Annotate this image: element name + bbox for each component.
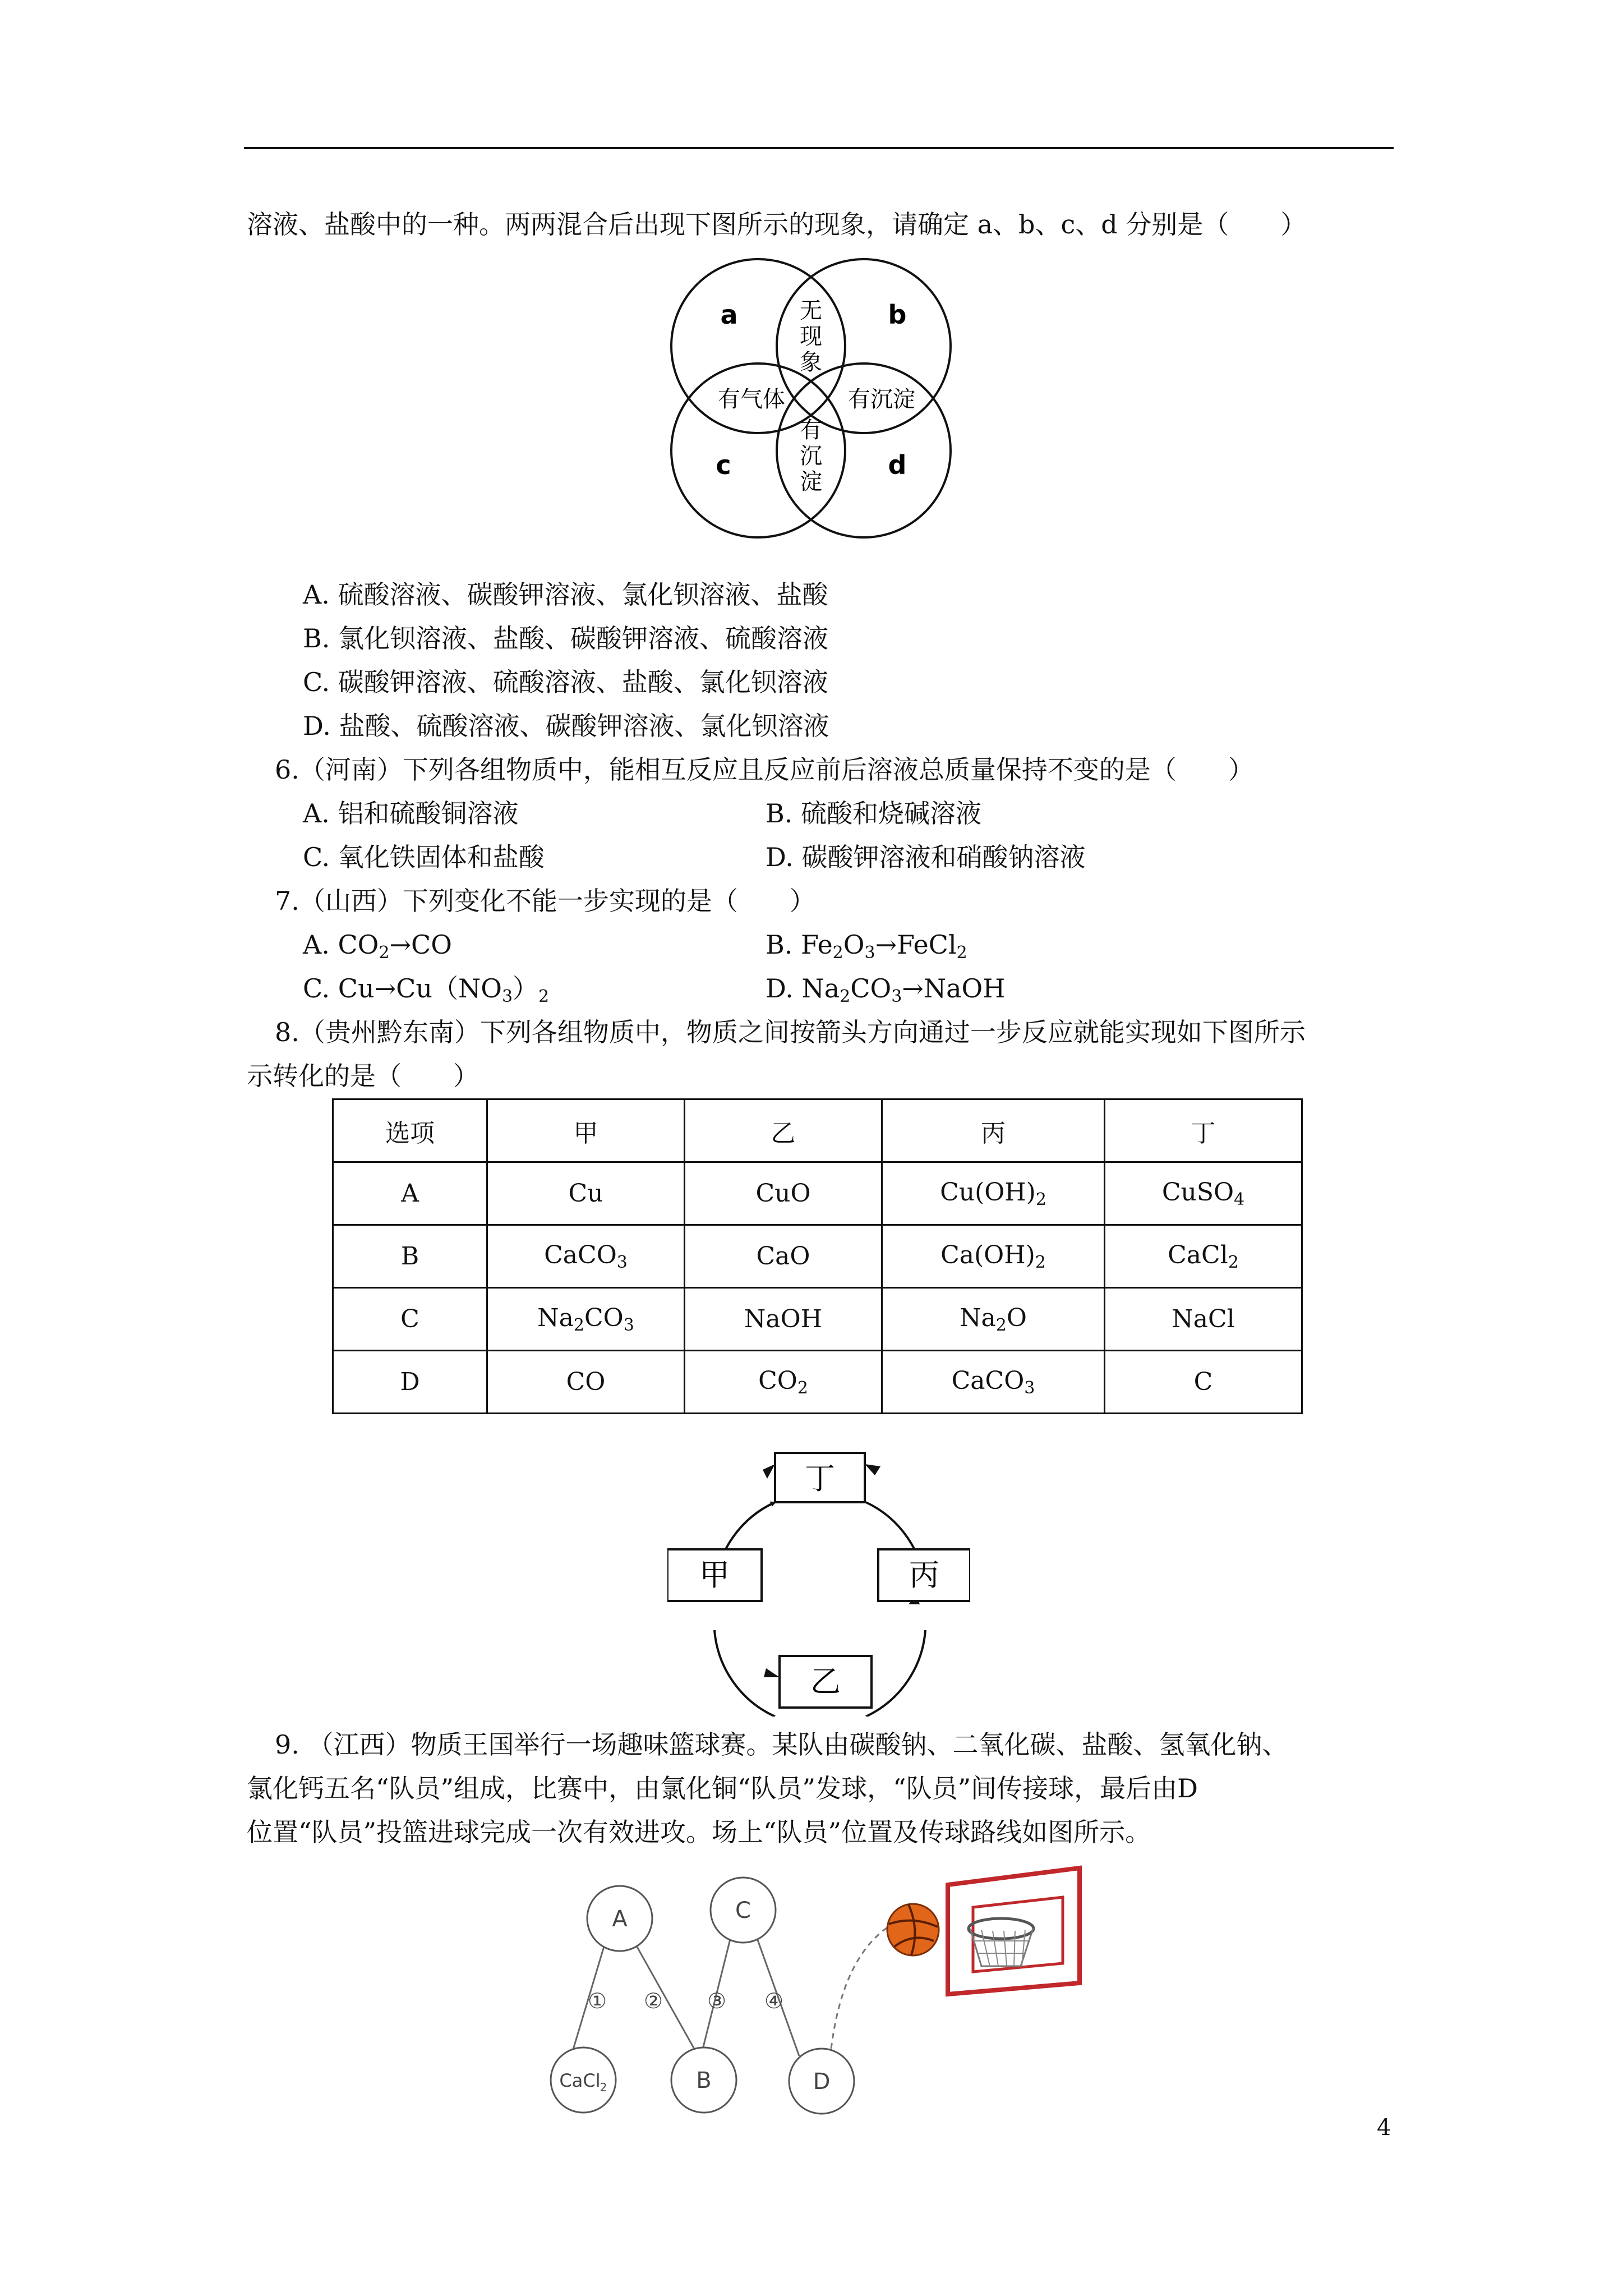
q7-stem: 7.（山西）下列变化不能一步实现的是（ ） [275,886,815,916]
venn-label-c: c [716,450,731,480]
q7-option-a: A. $CO_2\to CO$ [303,930,452,963]
q7-option-d: D. $Na_2CO_3\to NaOH$ [766,973,1006,1006]
venn-ac: 有气体 [718,386,785,412]
table-row [333,1162,1302,1225]
table-cell: Cu [487,1162,685,1225]
q9-line3: 位置“队员”投篮进球完成一次有效进攻。场上“队员”位置及传球路线如图所示。 [247,1817,1151,1847]
venn-diagram [639,250,998,553]
venn-ab-3: 象 [800,349,822,375]
node-c-label: C [735,1898,751,1924]
table-cell: D [333,1351,487,1414]
q6-option-d: D. 碳酸钾溶液和硝酸钠溶液 [766,842,1086,872]
q6-option-c: C. 氧化铁固体和盐酸 [303,842,545,872]
step-4: ④ [764,1989,784,2013]
q6-stem: 6.（河南）下列各组物质中，能相互反应且反应前后溶液总质量保持不变的是（ ） [275,754,1254,785]
table-header: 丙 [882,1099,1105,1162]
table-header: 乙 [685,1099,882,1162]
table-row [333,1351,1302,1414]
step-3: ③ [707,1989,727,2013]
q7-option-c: C. $Cu\to Cu(NO_3)_2$ [303,973,550,1006]
table-cell: CO [487,1351,685,1414]
venn-ab-1: 无 [800,298,822,324]
step-2: ② [643,1989,663,2013]
table-cell: A [333,1162,487,1225]
table-header-row [333,1099,1302,1162]
cycle-label-bing: 丙 [909,1557,939,1593]
node-cacl2-sub: 2 [600,2081,607,2094]
q8-options-table [332,1098,1303,1414]
table-header: 甲 [487,1099,685,1162]
q6-option-a: A. 铝和硫酸铜溶液 [303,798,519,829]
table-header: 选项 [333,1099,487,1162]
table-cell: C [1105,1351,1302,1414]
table-cell: CuSO$_4$ [1105,1162,1302,1225]
basketball-icon [887,1904,939,1955]
table-row [333,1288,1302,1351]
venn-ab-2: 现 [800,324,822,349]
table-cell: CaCO$_3$ [487,1225,685,1288]
table-cell: $Na_2CO_3$ [487,1288,685,1351]
q8-stem-line2: 示转化的是（ ） [247,1061,479,1091]
q5-option-c: C. 碳酸钾溶液、硫酸溶液、盐酸、氯化钡溶液 [303,667,828,697]
cycle-label-jia: 甲 [699,1557,730,1593]
table-cell: NaOH [685,1288,882,1351]
table-cell: $Ca(OH)_2$ [882,1225,1105,1288]
basketball-diagram [538,1862,1110,2126]
node-b-label: B [696,2068,712,2093]
table-cell: CaCl$_2$ [1105,1225,1302,1288]
q5-option-d: D. 盐酸、硫酸溶液、碳酸钾溶液、氯化钡溶液 [303,711,829,741]
node-cacl2-label: CaCl [559,2070,601,2091]
table-cell: $Cu(OH)_2$ [882,1162,1105,1225]
cycle-label-ding: 丁 [805,1461,835,1496]
q7-option-b: B. $Fe_2O_3\to FeCl_2$ [766,930,967,963]
header-rule [244,147,1394,149]
venn-cd-2: 沉 [800,443,822,469]
venn-label-a: a [720,300,738,330]
table-cell: CaO [685,1225,882,1288]
arrowhead [764,1668,780,1677]
table-cell: NaCl [1105,1288,1302,1351]
q9-line2: 氯化钙五名“队员”组成，比赛中，由氯化铜“队员”发球，“队员”间传接球，最后由D [247,1773,1198,1803]
arrowhead [865,1464,880,1475]
q9-line1: 9. （江西）物质王国举行一场趣味篮球赛。某队由碳酸钠、二氧化碳、盐酸、氢氧化钠、 [275,1729,1288,1760]
table-cell: $Na_2O$ [882,1288,1105,1351]
node-d-label: D [813,2069,831,2095]
table-cell: CaCO$_3$ [882,1351,1105,1414]
arrowhead [763,1464,775,1479]
venn-bd: 有沉淀 [848,386,915,412]
conversion-cycle-diagram [667,1442,970,1717]
table-cell: $CO_2$ [685,1351,882,1414]
q5-intro: 溶液、盐酸中的一种。两两混合后出现下图所示的现象，请确定 a、b、c、d 分别是（ ） [247,209,1307,240]
page-number: 4 [1377,2115,1391,2141]
venn-cd-1: 有 [800,417,822,443]
table-header: 丁 [1105,1099,1302,1162]
table-cell: CuO [685,1162,882,1225]
venn-cd-3: 淀 [800,469,822,495]
table-cell: B [333,1225,487,1288]
q5-option-a: A. 硫酸溶液、碳酸钾溶液、氯化钡溶液、盐酸 [303,579,828,610]
cycle-label-yi: 乙 [810,1664,841,1699]
q6-option-b: B. 硫酸和烧碱溶液 [766,798,982,829]
venn-label-b: b [888,300,907,330]
q5-option-b: B. 氯化钡溶液、盐酸、碳酸钾溶液、硫酸溶液 [303,623,829,654]
step-1: ① [587,1989,607,2013]
basketball-hoop-icon [948,1868,1080,1994]
table-cell: C [333,1288,487,1351]
venn-label-d: d [888,450,907,480]
node-a-label: A [612,1906,628,1932]
table-row [333,1225,1302,1288]
q8-stem-line1: 8.（贵州黔东南）下列各组物质中，物质之间按箭头方向通过一步反应就能实现如下图所示 [275,1017,1306,1047]
